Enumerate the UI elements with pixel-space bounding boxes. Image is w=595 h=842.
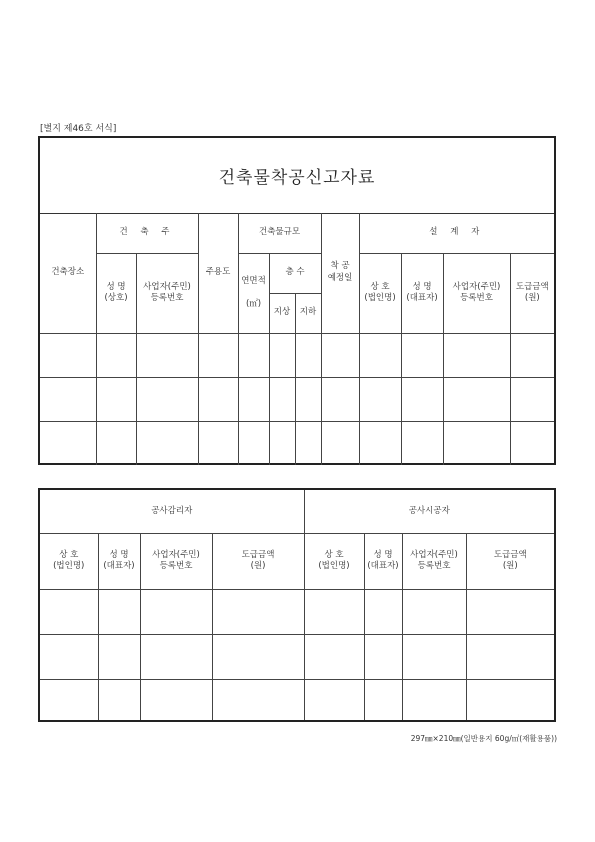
input-cell[interactable] [96,421,136,465]
input-cell[interactable] [198,421,238,465]
input-cell[interactable] [401,333,443,377]
input-cell[interactable] [510,333,554,377]
header-contractor-firm: 상 호 (법인명) [304,533,364,589]
input-cell[interactable] [198,377,238,421]
input-cell[interactable] [510,377,554,421]
input-cell[interactable] [136,377,198,421]
header-floors-below: 지하 [295,293,321,333]
input-cell[interactable] [321,333,359,377]
header-supervisor-firm: 상 호 (법인명) [40,533,98,589]
header-designer-regno: 사업자(주민) 등록번호 [443,253,510,333]
input-cell[interactable] [443,377,510,421]
header-floors: 층 수 [269,253,321,293]
input-cell[interactable] [98,589,140,634]
input-cell[interactable] [359,421,401,465]
input-cell[interactable] [401,377,443,421]
input-cell[interactable] [269,377,295,421]
input-cell[interactable] [295,333,321,377]
input-cell[interactable] [295,377,321,421]
table-row [40,634,554,679]
header-floor-area: 연면적 (㎡) [238,253,269,333]
header-designer: 설 계 자 [359,213,554,253]
header-owner: 건 축 주 [96,213,198,253]
header-building-scale: 건축물규모 [238,213,321,253]
input-cell[interactable] [40,589,98,634]
input-cell[interactable] [402,589,466,634]
input-cell[interactable] [466,679,554,720]
input-cell[interactable] [304,634,364,679]
input-cell[interactable] [359,333,401,377]
header-contractor-contract: 도급금액 (원) [466,533,554,589]
input-cell[interactable] [40,377,96,421]
header-contractor-regno: 사업자(주민) 등록번호 [402,533,466,589]
input-cell[interactable] [238,377,269,421]
input-cell[interactable] [510,421,554,465]
page-title: 건축물착공신고자료 [40,138,554,214]
input-cell[interactable] [402,634,466,679]
input-cell[interactable] [466,634,554,679]
input-cell[interactable] [443,421,510,465]
header-floors-above: 지상 [269,293,295,333]
input-cell[interactable] [140,589,212,634]
input-cell[interactable] [364,589,402,634]
input-cell[interactable] [401,421,443,465]
header-contractor-rep: 성 명 (대표자) [364,533,402,589]
input-cell[interactable] [140,679,212,720]
input-cell[interactable] [321,421,359,465]
header-start-date: 착 공 예정일 [321,213,359,333]
input-cell[interactable] [443,333,510,377]
header-owner-name: 성 명 (상호) [96,253,136,333]
paper-spec-footnote: 297㎜×210㎜(일반용지 60g/㎡(재활용품)) [410,734,557,743]
input-cell[interactable] [304,679,364,720]
header-main-use: 주용도 [198,213,238,333]
input-cell[interactable] [304,589,364,634]
construction-start-report-form [38,136,556,465]
header-designer-rep: 성 명 (대표자) [401,253,443,333]
header-contractor: 공사시공자 [304,490,554,533]
input-cell[interactable] [466,589,554,634]
supervisor-contractor-table [40,490,554,720]
header-designer-contract: 도급금액 (원) [510,253,554,333]
input-cell[interactable] [96,377,136,421]
table-row [40,333,554,377]
input-cell[interactable] [140,634,212,679]
input-cell[interactable] [136,333,198,377]
input-cell[interactable] [136,421,198,465]
table-row [40,589,554,634]
header-supervisor-contract: 도급금액 (원) [212,533,304,589]
input-cell[interactable] [98,634,140,679]
form-label: [별지 제46호 서식] [40,124,117,134]
table-row [40,679,554,720]
supervisor-contractor-form [38,488,556,722]
input-cell[interactable] [238,421,269,465]
header-owner-regno: 사업자(주민) 등록번호 [136,253,198,333]
input-cell[interactable] [40,421,96,465]
input-cell[interactable] [212,679,304,720]
input-cell[interactable] [364,634,402,679]
header-supervisor: 공사감리자 [40,490,304,533]
input-cell[interactable] [212,634,304,679]
table-row [40,377,554,421]
input-cell[interactable] [269,333,295,377]
input-cell[interactable] [212,589,304,634]
table-row [40,421,554,465]
input-cell[interactable] [98,679,140,720]
input-cell[interactable] [198,333,238,377]
header-supervisor-rep: 성 명 (대표자) [98,533,140,589]
header-designer-firm: 상 호 (법인명) [359,253,401,333]
input-cell[interactable] [364,679,402,720]
header-construction-site: 건축장소 [40,213,96,333]
input-cell[interactable] [321,377,359,421]
input-cell[interactable] [238,333,269,377]
input-cell[interactable] [269,421,295,465]
input-cell[interactable] [96,333,136,377]
input-cell[interactable] [295,421,321,465]
input-cell[interactable] [402,679,466,720]
input-cell[interactable] [40,333,96,377]
input-cell[interactable] [359,377,401,421]
building-info-table [40,213,554,465]
header-supervisor-regno: 사업자(주민) 등록번호 [140,533,212,589]
input-cell[interactable] [40,679,98,720]
input-cell[interactable] [40,634,98,679]
